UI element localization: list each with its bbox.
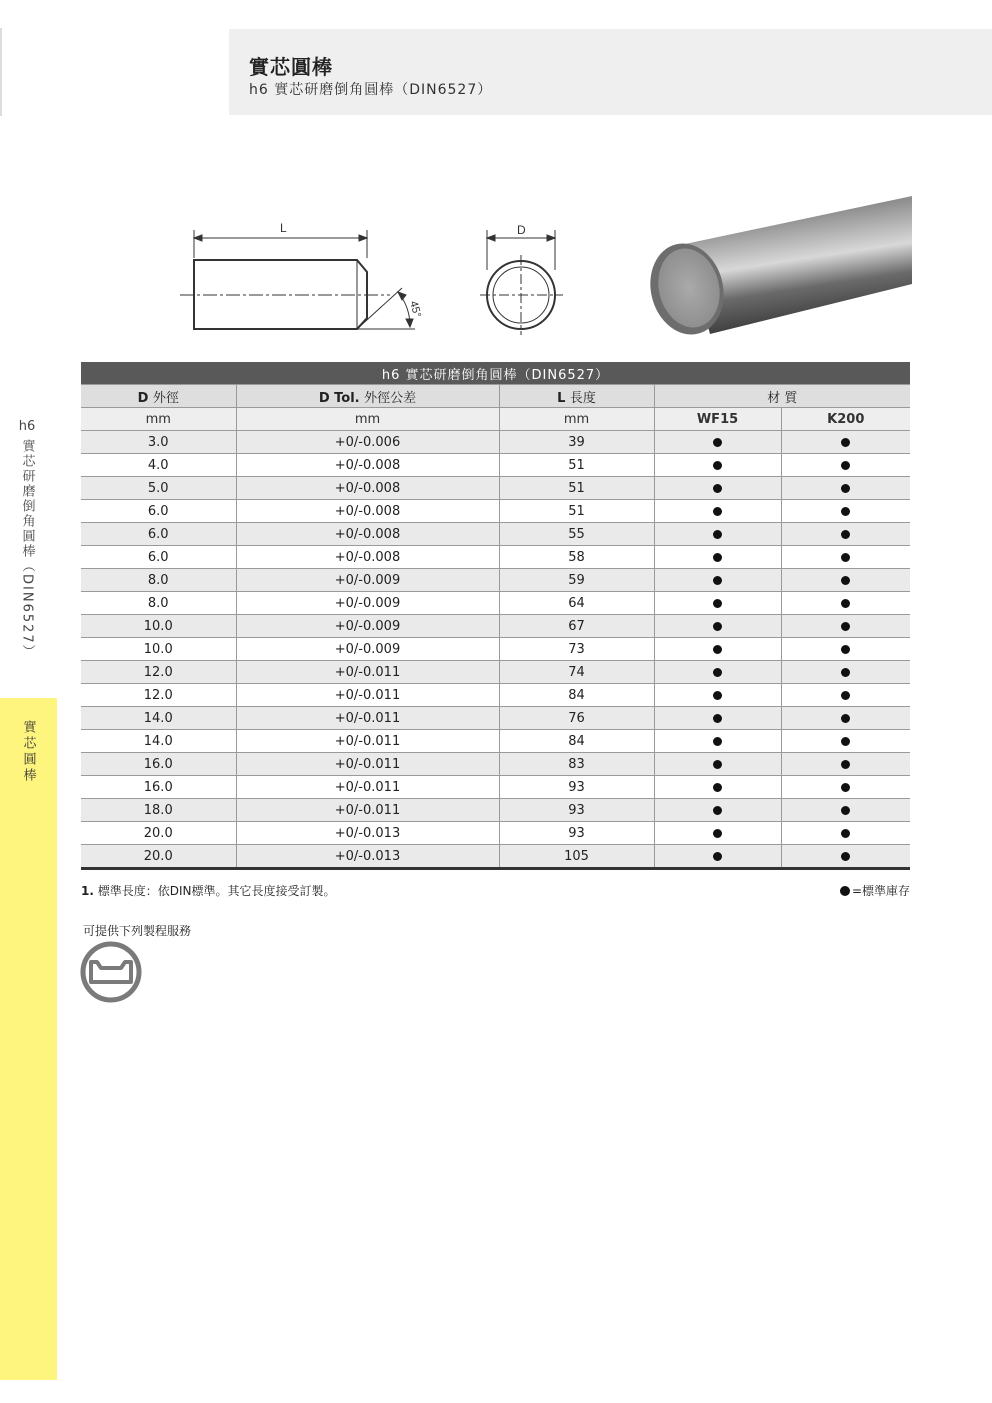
table-row: [81, 523, 910, 546]
table-row: [81, 684, 910, 707]
cell-l: 93: [499, 799, 654, 822]
cell-k200-stock: [781, 454, 910, 477]
cell-wf15-stock: [654, 707, 781, 730]
stock-dot-icon: [713, 530, 722, 539]
stock-dot-icon: [841, 576, 850, 585]
stock-dot-icon: [841, 622, 850, 631]
table-row: [81, 661, 910, 684]
cell-l: 64: [499, 592, 654, 615]
cell-d: 6.0: [81, 500, 236, 523]
table-row: [81, 822, 910, 845]
stock-dot-icon: [841, 438, 850, 447]
cell-tol: +0/-0.008: [236, 546, 499, 569]
cell-d: 14.0: [81, 730, 236, 753]
header-tolerance: D Tol. 外徑公差: [236, 385, 499, 408]
cell-tol: +0/-0.011: [236, 776, 499, 799]
stock-dot-icon: [841, 645, 850, 654]
stock-dot-icon: [713, 438, 722, 447]
cell-k200-stock: [781, 477, 910, 500]
cell-k200-stock: [781, 500, 910, 523]
page-subtitle: h6 實芯研磨倒角圓棒（DIN6527）: [249, 82, 493, 98]
cell-l: 58: [499, 546, 654, 569]
cell-k200-stock: [781, 592, 910, 615]
table-row: [81, 845, 910, 869]
cell-k200-stock: [781, 569, 910, 592]
cell-wf15-stock: [654, 546, 781, 569]
table-row: [81, 799, 910, 822]
material-wf15: WF15: [654, 408, 781, 431]
header-diameter: D 外徑: [81, 385, 236, 408]
footnote: 1. 標準長度：依DIN標準。其它長度接受訂製。: [81, 884, 336, 898]
cell-d: 6.0: [81, 546, 236, 569]
table-row: [81, 615, 910, 638]
stock-dot-icon: [841, 714, 850, 723]
cell-l: 51: [499, 477, 654, 500]
cell-k200-stock: [781, 638, 910, 661]
cell-k200-stock: [781, 523, 910, 546]
cell-wf15-stock: [654, 799, 781, 822]
left-edge-rule: [0, 28, 2, 116]
stock-dot-icon: [841, 484, 850, 493]
cell-l: 51: [499, 500, 654, 523]
cell-l: 74: [499, 661, 654, 684]
stock-dot-icon: [713, 760, 722, 769]
stock-dot-icon: [713, 461, 722, 470]
cell-k200-stock: [781, 684, 910, 707]
table-unit-row: [81, 408, 910, 431]
cell-wf15-stock: [654, 822, 781, 845]
unit-diameter: mm: [81, 408, 236, 431]
header-material: 材 質: [654, 385, 910, 408]
stock-dot-icon: [713, 783, 722, 792]
cell-l: 84: [499, 684, 654, 707]
stock-dot-icon: [841, 852, 850, 861]
cell-tol: +0/-0.011: [236, 707, 499, 730]
stock-dot-icon: [713, 668, 722, 677]
stock-dot-icon: [841, 737, 850, 746]
table-row: [81, 730, 910, 753]
table-title: h6 實芯研磨倒角圓棒（DIN6527）: [81, 362, 910, 385]
cell-wf15-stock: [654, 661, 781, 684]
stock-dot-icon: [713, 622, 722, 631]
stock-dot-icon: [841, 553, 850, 562]
material-k200: K200: [781, 408, 910, 431]
table-row: [81, 546, 910, 569]
side-vertical-text: 實芯研磨倒角圓棒: [19, 439, 35, 559]
table-title-row: [81, 362, 910, 385]
stock-dot-icon: [841, 760, 850, 769]
cell-wf15-stock: [654, 523, 781, 546]
cell-k200-stock: [781, 615, 910, 638]
cell-l: 83: [499, 753, 654, 776]
stock-dot-icon: [713, 829, 722, 838]
cell-l: 67: [499, 615, 654, 638]
stock-dot-icon: [840, 886, 850, 896]
cell-d: 8.0: [81, 569, 236, 592]
cell-k200-stock: [781, 799, 910, 822]
cell-tol: +0/-0.013: [236, 845, 499, 869]
cell-l: 93: [499, 822, 654, 845]
cell-d: 12.0: [81, 684, 236, 707]
cell-wf15-stock: [654, 431, 781, 454]
rod-photo: [645, 196, 912, 338]
stock-dot-icon: [713, 599, 722, 608]
table-header-row: [81, 385, 910, 408]
grinding-service-icon[interactable]: [79, 940, 143, 1004]
cell-k200-stock: [781, 707, 910, 730]
cell-l: 93: [499, 776, 654, 799]
side-prefix: h6: [18, 419, 36, 434]
stock-dot-icon: [841, 668, 850, 677]
cell-d: 6.0: [81, 523, 236, 546]
cell-k200-stock: [781, 822, 910, 845]
cell-l: 55: [499, 523, 654, 546]
page-title: 實芯圓棒: [249, 55, 333, 79]
cell-tol: +0/-0.011: [236, 684, 499, 707]
cell-tol: +0/-0.008: [236, 523, 499, 546]
stock-dot-icon: [713, 507, 722, 516]
cell-tol: +0/-0.008: [236, 454, 499, 477]
cell-d: 5.0: [81, 477, 236, 500]
stock-dot-icon: [713, 806, 722, 815]
stock-dot-icon: [841, 806, 850, 815]
stock-dot-icon: [713, 737, 722, 746]
cell-d: 18.0: [81, 799, 236, 822]
unit-tolerance: mm: [236, 408, 499, 431]
stock-dot-icon: [713, 484, 722, 493]
spec-table: [81, 362, 910, 870]
cell-d: 16.0: [81, 776, 236, 799]
table-row: [81, 638, 910, 661]
cell-wf15-stock: [654, 753, 781, 776]
stock-dot-icon: [713, 576, 722, 585]
cell-wf15-stock: [654, 845, 781, 869]
stock-legend: =標準庫存: [840, 882, 910, 899]
cell-d: 10.0: [81, 615, 236, 638]
cell-tol: +0/-0.011: [236, 799, 499, 822]
technical-drawing: [170, 200, 570, 340]
table-row: [81, 431, 910, 454]
cell-k200-stock: [781, 753, 910, 776]
table-row: [81, 707, 910, 730]
cell-k200-stock: [781, 431, 910, 454]
cell-d: 14.0: [81, 707, 236, 730]
stock-dot-icon: [713, 553, 722, 562]
cell-d: 12.0: [81, 661, 236, 684]
cell-wf15-stock: [654, 569, 781, 592]
table-row: [81, 592, 910, 615]
cell-tol: +0/-0.008: [236, 477, 499, 500]
table-row: [81, 500, 910, 523]
stock-dot-icon: [713, 691, 722, 700]
cell-wf15-stock: [654, 500, 781, 523]
side-din: （DIN6527）: [19, 559, 35, 660]
unit-length: mm: [499, 408, 654, 431]
cell-wf15-stock: [654, 730, 781, 753]
cell-l: 76: [499, 707, 654, 730]
angle-label: 45°: [407, 299, 424, 319]
stock-dot-icon: [841, 783, 850, 792]
cell-tol: +0/-0.006: [236, 431, 499, 454]
stock-dot-icon: [713, 714, 722, 723]
header-length: L 長度: [499, 385, 654, 408]
cell-wf15-stock: [654, 638, 781, 661]
side-section-label: 實芯圓棒: [20, 720, 36, 784]
cell-wf15-stock: [654, 615, 781, 638]
cell-wf15-stock: [654, 592, 781, 615]
stock-dot-icon: [841, 461, 850, 470]
diameter-label: D: [517, 223, 526, 237]
cell-l: 51: [499, 454, 654, 477]
cell-k200-stock: [781, 776, 910, 799]
table-row: [81, 776, 910, 799]
stock-dot-icon: [841, 507, 850, 516]
cell-d: 16.0: [81, 753, 236, 776]
cell-k200-stock: [781, 730, 910, 753]
cell-d: 20.0: [81, 845, 236, 869]
stock-dot-icon: [841, 599, 850, 608]
cell-wf15-stock: [654, 684, 781, 707]
cell-l: 59: [499, 569, 654, 592]
cell-tol: +0/-0.011: [236, 753, 499, 776]
cell-k200-stock: [781, 661, 910, 684]
cell-l: 105: [499, 845, 654, 869]
header-banner: [229, 29, 992, 115]
cell-l: 73: [499, 638, 654, 661]
cell-l: 84: [499, 730, 654, 753]
cell-d: 20.0: [81, 822, 236, 845]
stock-dot-icon: [713, 852, 722, 861]
cell-k200-stock: [781, 546, 910, 569]
stock-dot-icon: [841, 530, 850, 539]
service-title: 可提供下列製程服務: [83, 924, 192, 938]
table-row: [81, 477, 910, 500]
cell-wf15-stock: [654, 454, 781, 477]
cell-d: 4.0: [81, 454, 236, 477]
cell-tol: +0/-0.009: [236, 638, 499, 661]
side-vertical-title: [17, 418, 37, 660]
cell-wf15-stock: [654, 776, 781, 799]
cell-wf15-stock: [654, 477, 781, 500]
table-row: [81, 753, 910, 776]
cell-d: 10.0: [81, 638, 236, 661]
cell-tol: +0/-0.011: [236, 730, 499, 753]
cell-l: 39: [499, 431, 654, 454]
table-row: [81, 454, 910, 477]
cell-d: 8.0: [81, 592, 236, 615]
cell-tol: +0/-0.008: [236, 500, 499, 523]
length-label: L: [280, 221, 287, 235]
cell-tol: +0/-0.011: [236, 661, 499, 684]
table-row: [81, 569, 910, 592]
side-section-tab[interactable]: [0, 698, 57, 1380]
cell-k200-stock: [781, 845, 910, 869]
cell-tol: +0/-0.013: [236, 822, 499, 845]
stock-dot-icon: [713, 645, 722, 654]
cell-tol: +0/-0.009: [236, 592, 499, 615]
cell-tol: +0/-0.009: [236, 569, 499, 592]
cell-tol: +0/-0.009: [236, 615, 499, 638]
stock-dot-icon: [841, 691, 850, 700]
cell-d: 3.0: [81, 431, 236, 454]
stock-dot-icon: [841, 829, 850, 838]
